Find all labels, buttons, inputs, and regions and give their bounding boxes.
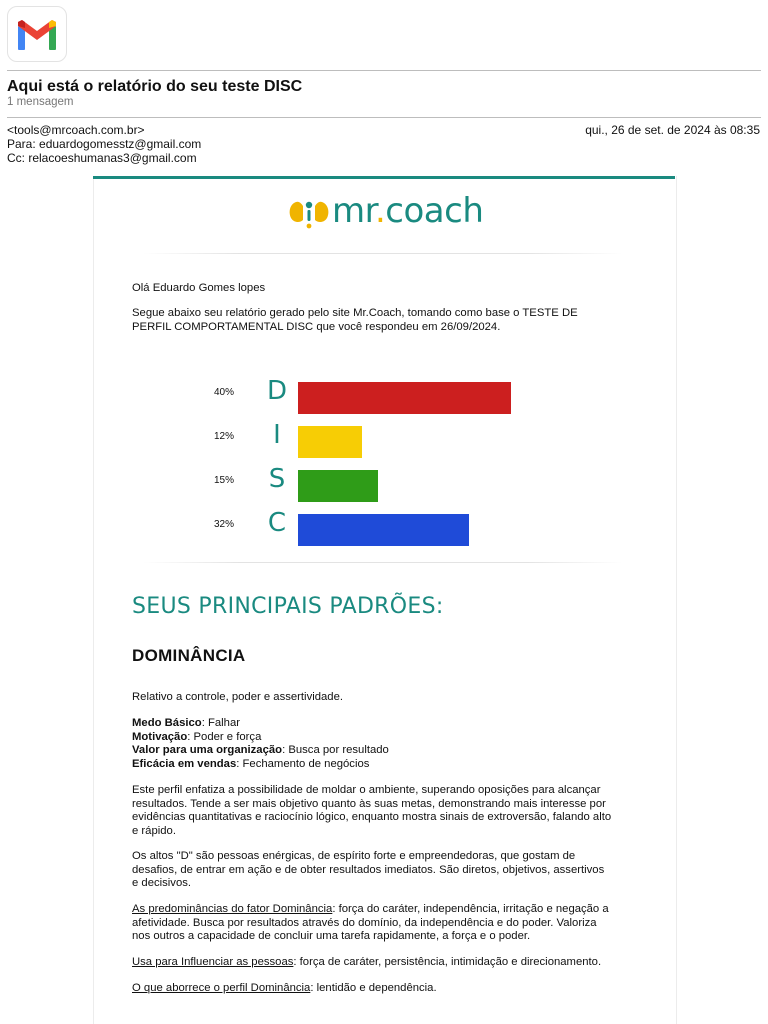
section-title: SEUS PRINCIPAIS PADRÕES: — [132, 594, 444, 619]
disc-row-i — [200, 420, 540, 453]
disc-value-label: 32% — [214, 519, 235, 530]
divider — [7, 117, 761, 118]
disc-letter: D — [266, 376, 288, 406]
mrcoach-mascot-icon — [288, 196, 330, 232]
disc-letter: C — [267, 508, 287, 538]
profile-paragraph-5: O que aborrece o perfil Dominância: lentidão e dependência. — [132, 982, 437, 994]
divider — [7, 70, 761, 71]
gmail-icon — [17, 20, 57, 50]
email-subject: Aqui está o relatório do seu teste DISC — [7, 78, 303, 95]
mrcoach-logo — [288, 191, 488, 234]
field-motivacao: Motivação: Poder e força — [132, 730, 262, 743]
recipient-to: Para: eduardogomesstz@gmail.com — [7, 137, 202, 151]
disc-row-s — [200, 464, 540, 497]
profile-summary: Relativo a controle, poder e assertividade. — [132, 691, 343, 703]
intro-paragraph: Segue abaixo seu relatório gerado pelo site Mr.Coach, tomando como base o TESTE DE PERFIL COMPORTAMENTAL DISC que você respondeu em 26/09/2024. — [132, 307, 578, 333]
disc-value-label: 40% — [214, 387, 235, 398]
profile-paragraph-2: Os altos "D" são pessoas enérgicas, de espírito forte e empreendedoras, que gostam de desafios, de entrar em ação e de obter resultados imediatos. São diretos, objetivos, assertivos e decisivos. — [132, 850, 605, 890]
disc-row-d — [200, 376, 540, 409]
profile-paragraph-1: Este perfil enfatiza a possibilidade de moldar o ambiente, superando oposições para alcançar resultados. Tende a ser mais objetivo quanto às suas metas, demonstrando mais interesse por evidências quantitativas e raciocínio lógico, enquanto mostra sinais de extroversão, falando alto e rápido. — [132, 784, 612, 837]
email-date: qui., 26 de set. de 2024 às 08:35 — [585, 123, 760, 137]
disc-bar — [298, 382, 511, 414]
field-valor-organizacao: Valor para uma organização: Busca por resultado — [132, 744, 389, 757]
disc-bar — [298, 514, 469, 546]
greeting: Olá Eduardo Gomes lopes — [132, 282, 266, 294]
profile-paragraph-4: Usa para Influenciar as pessoas: força de caráter, persistência, intimidação e direcionamento. — [132, 956, 602, 968]
sender-address[interactable]: <tools@mrcoach.com.br> — [7, 123, 145, 137]
disc-value-label: 12% — [214, 431, 235, 442]
mrcoach-wordmark: mr.coach — [332, 191, 484, 231]
disc-row-c — [200, 508, 540, 541]
profile-title: DOMINÂNCIA — [132, 646, 246, 665]
gmail-logo[interactable] — [7, 6, 67, 62]
disc-value-label: 15% — [214, 475, 235, 486]
recipient-cc: Cc: relacoeshumanas3@gmail.com — [7, 151, 197, 165]
disc-bar — [298, 426, 362, 458]
disc-bar — [298, 470, 378, 502]
disc-letter: I — [273, 420, 281, 450]
profile-paragraph-3: As predominâncias do fator Dominância: força do caráter, independência, irritação e negação a afetividade. Busca por resultados através do domínio, da independência e do poder. Valoriza nos outros a capacidade de concluir uma tarefa rapidamente, a força e o poder. — [132, 903, 609, 943]
profile-fields — [132, 717, 612, 771]
separator — [143, 253, 623, 254]
field-medo-basico: Medo Básico: Falhar — [132, 717, 240, 729]
disc-bar-chart — [200, 372, 540, 552]
message-count: 1 mensagem — [7, 96, 74, 108]
card-top-border — [93, 176, 675, 179]
separator — [143, 562, 623, 563]
disc-letter: S — [268, 464, 286, 494]
field-eficacia-vendas: Eficácia em vendas: Fechamento de negócios — [132, 757, 370, 770]
